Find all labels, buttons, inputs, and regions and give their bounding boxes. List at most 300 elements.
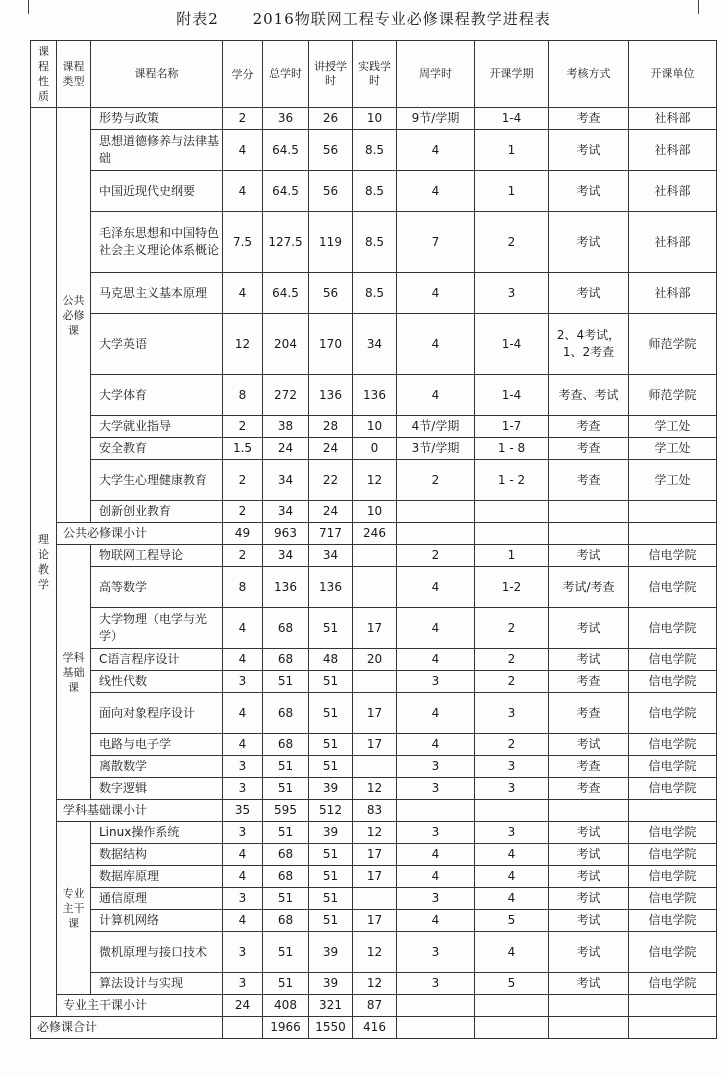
course-exam-cell bbox=[549, 501, 629, 523]
course-semester-cell: 1 - 8 bbox=[475, 438, 549, 460]
course-semester-cell: 3 bbox=[475, 822, 549, 844]
crop-mark-left bbox=[28, 0, 29, 14]
course-lecture-cell: 24 bbox=[309, 438, 353, 460]
course-lecture-cell: 39 bbox=[309, 822, 353, 844]
course-exam-cell: 考试 bbox=[549, 608, 629, 649]
course-total-cell: 68 bbox=[263, 649, 309, 671]
table-body bbox=[31, 108, 717, 1039]
course-total-cell: 64.5 bbox=[263, 171, 309, 212]
course-weekly-cell: 4节/学期 bbox=[397, 416, 475, 438]
course-lecture-cell: 51 bbox=[309, 888, 353, 910]
course-semester-cell: 1-4 bbox=[475, 314, 549, 375]
course-exam-cell: 考试 bbox=[549, 866, 629, 888]
course-practice-cell bbox=[353, 545, 397, 567]
course-name-cell: 马克思主义基本原理 bbox=[91, 273, 223, 314]
course-practice-cell: 8.5 bbox=[353, 130, 397, 171]
course-type-cell: 公共必修课 bbox=[57, 108, 91, 523]
course-name-cell: 数字逻辑 bbox=[91, 778, 223, 800]
course-table bbox=[30, 40, 717, 1039]
course-weekly-cell: 2 bbox=[397, 545, 475, 567]
course-weekly-cell: 4 bbox=[397, 273, 475, 314]
course-name-cell: 思想道德修养与法律基础 bbox=[91, 130, 223, 171]
course-dept-cell: 学工处 bbox=[629, 438, 717, 460]
course-lecture-cell: 51 bbox=[309, 844, 353, 866]
course-exam-cell: 考查 bbox=[549, 756, 629, 778]
course-semester-cell: 1-7 bbox=[475, 416, 549, 438]
course-exam-cell: 考试 bbox=[549, 649, 629, 671]
course-lecture-cell: 51 bbox=[309, 910, 353, 932]
course-name-cell: 创新创业教育 bbox=[91, 501, 223, 523]
course-lecture-cell: 51 bbox=[309, 671, 353, 693]
header-nature: 课程性质 bbox=[31, 41, 57, 108]
course-semester-cell: 1 bbox=[475, 130, 549, 171]
course-credit-cell: 4 bbox=[223, 866, 263, 888]
subtotal-credit-cell: 35 bbox=[223, 800, 263, 822]
course-lecture-cell: 119 bbox=[309, 212, 353, 273]
course-lecture-cell: 48 bbox=[309, 649, 353, 671]
course-semester-cell: 1-4 bbox=[475, 375, 549, 416]
course-name-cell: 微机原理与接口技术 bbox=[91, 932, 223, 973]
course-lecture-cell: 34 bbox=[309, 545, 353, 567]
course-dept-cell: 信电学院 bbox=[629, 567, 717, 608]
table-row bbox=[31, 460, 717, 501]
course-weekly-cell: 4 bbox=[397, 171, 475, 212]
course-practice-cell: 8.5 bbox=[353, 212, 397, 273]
table-row bbox=[31, 212, 717, 273]
course-semester-cell: 1 bbox=[475, 545, 549, 567]
course-schedule-sheet bbox=[30, 40, 716, 1039]
course-credit-cell: 8 bbox=[223, 567, 263, 608]
course-total-cell: 64.5 bbox=[263, 130, 309, 171]
course-name-cell: 离散数学 bbox=[91, 756, 223, 778]
course-exam-cell: 考查 bbox=[549, 778, 629, 800]
course-dept-cell: 信电学院 bbox=[629, 671, 717, 693]
course-practice-cell: 17 bbox=[353, 910, 397, 932]
course-lecture-cell: 39 bbox=[309, 973, 353, 995]
course-semester-cell: 1-4 bbox=[475, 108, 549, 130]
course-exam-cell: 考查 bbox=[549, 693, 629, 734]
course-total-cell: 68 bbox=[263, 693, 309, 734]
course-lecture-cell: 26 bbox=[309, 108, 353, 130]
course-total-cell: 51 bbox=[263, 973, 309, 995]
course-semester-cell: 2 bbox=[475, 608, 549, 649]
course-semester-cell: 5 bbox=[475, 973, 549, 995]
course-semester-cell: 5 bbox=[475, 910, 549, 932]
course-dept-cell: 信电学院 bbox=[629, 693, 717, 734]
course-practice-cell: 10 bbox=[353, 108, 397, 130]
grand-total-row bbox=[31, 1017, 717, 1039]
empty-cell bbox=[397, 800, 475, 822]
course-credit-cell: 4 bbox=[223, 273, 263, 314]
course-lecture-cell: 56 bbox=[309, 130, 353, 171]
grand-total-credit-cell bbox=[223, 1017, 263, 1039]
table-row bbox=[31, 693, 717, 734]
table-row bbox=[31, 866, 717, 888]
course-lecture-cell: 51 bbox=[309, 734, 353, 756]
course-exam-cell: 考查 bbox=[549, 416, 629, 438]
subtotal-label: 专业主干课小计 bbox=[57, 995, 223, 1017]
subtotal-row bbox=[31, 800, 717, 822]
course-practice-cell: 17 bbox=[353, 693, 397, 734]
course-practice-cell: 12 bbox=[353, 778, 397, 800]
course-exam-cell: 考试 bbox=[549, 910, 629, 932]
course-exam-cell: 考试 bbox=[549, 734, 629, 756]
empty-cell bbox=[397, 1017, 475, 1039]
course-semester-cell: 3 bbox=[475, 273, 549, 314]
course-weekly-cell: 7 bbox=[397, 212, 475, 273]
course-dept-cell: 信电学院 bbox=[629, 756, 717, 778]
course-credit-cell: 4 bbox=[223, 130, 263, 171]
course-semester-cell: 3 bbox=[475, 778, 549, 800]
course-name-cell: 形势与政策 bbox=[91, 108, 223, 130]
course-practice-cell: 34 bbox=[353, 314, 397, 375]
course-name-cell: 线性代数 bbox=[91, 671, 223, 693]
course-credit-cell: 2 bbox=[223, 416, 263, 438]
course-exam-cell: 考试 bbox=[549, 212, 629, 273]
course-dept-cell: 信电学院 bbox=[629, 608, 717, 649]
course-total-cell: 272 bbox=[263, 375, 309, 416]
course-name-cell: 通信原理 bbox=[91, 888, 223, 910]
course-dept-cell: 信电学院 bbox=[629, 888, 717, 910]
header-type: 课程类型 bbox=[57, 41, 91, 108]
course-dept-cell: 信电学院 bbox=[629, 778, 717, 800]
course-dept-cell: 学工处 bbox=[629, 460, 717, 501]
course-practice-cell: 17 bbox=[353, 608, 397, 649]
course-credit-cell: 2 bbox=[223, 108, 263, 130]
course-semester-cell: 2 bbox=[475, 212, 549, 273]
course-semester-cell: 4 bbox=[475, 844, 549, 866]
course-lecture-cell: 51 bbox=[309, 608, 353, 649]
course-practice-cell: 0 bbox=[353, 438, 397, 460]
course-total-cell: 68 bbox=[263, 844, 309, 866]
course-lecture-cell: 39 bbox=[309, 932, 353, 973]
course-weekly-cell: 3 bbox=[397, 778, 475, 800]
course-weekly-cell: 3节/学期 bbox=[397, 438, 475, 460]
course-semester-cell: 2 bbox=[475, 649, 549, 671]
empty-cell bbox=[475, 995, 549, 1017]
course-name-cell: 大学生心理健康教育 bbox=[91, 460, 223, 501]
course-weekly-cell bbox=[397, 501, 475, 523]
course-practice-cell: 136 bbox=[353, 375, 397, 416]
course-credit-cell: 1.5 bbox=[223, 438, 263, 460]
course-exam-cell: 考试 bbox=[549, 888, 629, 910]
course-dept-cell: 信电学院 bbox=[629, 910, 717, 932]
course-total-cell: 68 bbox=[263, 608, 309, 649]
course-name-cell: 中国近现代史纲要 bbox=[91, 171, 223, 212]
empty-cell bbox=[475, 800, 549, 822]
table-row bbox=[31, 130, 717, 171]
header-dept: 开课单位 bbox=[629, 41, 717, 108]
course-name-cell: 数据库原理 bbox=[91, 866, 223, 888]
course-exam-cell: 2、4考试，1、2考查 bbox=[549, 314, 629, 375]
subtotal-practice-cell: 246 bbox=[353, 523, 397, 545]
course-weekly-cell: 4 bbox=[397, 734, 475, 756]
empty-cell bbox=[549, 800, 629, 822]
subtotal-practice-cell: 83 bbox=[353, 800, 397, 822]
course-credit-cell: 8 bbox=[223, 375, 263, 416]
subtotal-credit-cell: 49 bbox=[223, 523, 263, 545]
course-semester-cell: 1 - 2 bbox=[475, 460, 549, 501]
course-semester-cell: 4 bbox=[475, 888, 549, 910]
table-row bbox=[31, 608, 717, 649]
empty-cell bbox=[629, 995, 717, 1017]
course-dept-cell: 学工处 bbox=[629, 416, 717, 438]
course-weekly-cell: 3 bbox=[397, 756, 475, 778]
course-total-cell: 51 bbox=[263, 822, 309, 844]
subtotal-lecture-cell: 512 bbox=[309, 800, 353, 822]
table-row bbox=[31, 910, 717, 932]
empty-cell bbox=[475, 1017, 549, 1039]
course-dept-cell: 信电学院 bbox=[629, 866, 717, 888]
subtotal-lecture-cell: 321 bbox=[309, 995, 353, 1017]
header-row bbox=[31, 41, 717, 108]
course-total-cell: 34 bbox=[263, 460, 309, 501]
table-row bbox=[31, 844, 717, 866]
course-lecture-cell: 56 bbox=[309, 273, 353, 314]
course-dept-cell: 信电学院 bbox=[629, 649, 717, 671]
course-dept-cell: 信电学院 bbox=[629, 545, 717, 567]
grand-total-label: 必修课合计 bbox=[31, 1017, 223, 1039]
table-row bbox=[31, 501, 717, 523]
course-weekly-cell: 3 bbox=[397, 932, 475, 973]
course-dept-cell: 师范学院 bbox=[629, 314, 717, 375]
course-exam-cell: 考试 bbox=[549, 171, 629, 212]
course-practice-cell: 17 bbox=[353, 844, 397, 866]
course-practice-cell bbox=[353, 671, 397, 693]
course-weekly-cell: 3 bbox=[397, 671, 475, 693]
course-credit-cell: 3 bbox=[223, 932, 263, 973]
empty-cell bbox=[397, 523, 475, 545]
course-name-cell: 大学体育 bbox=[91, 375, 223, 416]
subtotal-practice-cell: 87 bbox=[353, 995, 397, 1017]
course-practice-cell: 12 bbox=[353, 973, 397, 995]
header-practice: 实践学时 bbox=[353, 41, 397, 108]
course-semester-cell: 4 bbox=[475, 932, 549, 973]
course-total-cell: 68 bbox=[263, 734, 309, 756]
table-row bbox=[31, 932, 717, 973]
header-lecture: 讲授学时 bbox=[309, 41, 353, 108]
course-name-cell: 大学物理（电学与光学） bbox=[91, 608, 223, 649]
course-lecture-cell: 51 bbox=[309, 866, 353, 888]
course-lecture-cell: 39 bbox=[309, 778, 353, 800]
course-semester-cell bbox=[475, 501, 549, 523]
course-practice-cell: 17 bbox=[353, 734, 397, 756]
grand-total-lecture-cell: 1550 bbox=[309, 1017, 353, 1039]
grand-total-practice-cell: 416 bbox=[353, 1017, 397, 1039]
course-lecture-cell: 51 bbox=[309, 693, 353, 734]
empty-cell bbox=[549, 523, 629, 545]
table-row bbox=[31, 273, 717, 314]
course-credit-cell: 4 bbox=[223, 171, 263, 212]
course-credit-cell: 2 bbox=[223, 460, 263, 501]
course-credit-cell: 3 bbox=[223, 888, 263, 910]
course-practice-cell: 12 bbox=[353, 822, 397, 844]
course-dept-cell: 信电学院 bbox=[629, 932, 717, 973]
course-practice-cell bbox=[353, 756, 397, 778]
course-practice-cell: 10 bbox=[353, 416, 397, 438]
course-semester-cell: 4 bbox=[475, 866, 549, 888]
course-weekly-cell: 4 bbox=[397, 866, 475, 888]
course-exam-cell: 考试 bbox=[549, 973, 629, 995]
course-name-cell: 安全教育 bbox=[91, 438, 223, 460]
course-weekly-cell: 4 bbox=[397, 567, 475, 608]
course-weekly-cell: 2 bbox=[397, 460, 475, 501]
course-practice-cell: 10 bbox=[353, 501, 397, 523]
course-credit-cell: 4 bbox=[223, 844, 263, 866]
course-type-cell: 学科基础课 bbox=[57, 545, 91, 800]
course-name-cell: 大学就业指导 bbox=[91, 416, 223, 438]
table-row bbox=[31, 416, 717, 438]
course-dept-cell: 社科部 bbox=[629, 273, 717, 314]
course-weekly-cell: 3 bbox=[397, 973, 475, 995]
course-total-cell: 38 bbox=[263, 416, 309, 438]
course-lecture-cell: 136 bbox=[309, 567, 353, 608]
course-name-cell: 大学英语 bbox=[91, 314, 223, 375]
course-exam-cell: 考试 bbox=[549, 273, 629, 314]
course-exam-cell: 考试 bbox=[549, 822, 629, 844]
course-practice-cell bbox=[353, 567, 397, 608]
course-total-cell: 51 bbox=[263, 932, 309, 973]
table-row bbox=[31, 734, 717, 756]
empty-cell bbox=[629, 1017, 717, 1039]
course-credit-cell: 4 bbox=[223, 649, 263, 671]
course-type-cell: 专业主干课 bbox=[57, 822, 91, 995]
course-dept-cell: 信电学院 bbox=[629, 822, 717, 844]
course-practice-cell: 12 bbox=[353, 460, 397, 501]
course-credit-cell: 4 bbox=[223, 693, 263, 734]
table-row bbox=[31, 375, 717, 416]
table-row bbox=[31, 888, 717, 910]
course-practice-cell: 20 bbox=[353, 649, 397, 671]
title-prefix: 附表2 bbox=[176, 10, 219, 28]
empty-cell bbox=[549, 1017, 629, 1039]
empty-cell bbox=[629, 800, 717, 822]
course-total-cell: 51 bbox=[263, 756, 309, 778]
course-total-cell: 34 bbox=[263, 501, 309, 523]
empty-cell bbox=[397, 995, 475, 1017]
course-weekly-cell: 4 bbox=[397, 375, 475, 416]
course-weekly-cell: 4 bbox=[397, 910, 475, 932]
header-weekly: 周学时 bbox=[397, 41, 475, 108]
header-total: 总学时 bbox=[263, 41, 309, 108]
course-credit-cell: 3 bbox=[223, 822, 263, 844]
course-exam-cell: 考查、考试 bbox=[549, 375, 629, 416]
course-weekly-cell: 4 bbox=[397, 314, 475, 375]
course-credit-cell: 4 bbox=[223, 608, 263, 649]
course-lecture-cell: 170 bbox=[309, 314, 353, 375]
table-row bbox=[31, 567, 717, 608]
course-credit-cell: 4 bbox=[223, 734, 263, 756]
header-semester: 开课学期 bbox=[475, 41, 549, 108]
course-semester-cell: 2 bbox=[475, 734, 549, 756]
course-exam-cell: 考试 bbox=[549, 844, 629, 866]
subtotal-label: 学科基础课小计 bbox=[57, 800, 223, 822]
empty-cell bbox=[629, 523, 717, 545]
course-practice-cell: 8.5 bbox=[353, 171, 397, 212]
course-dept-cell bbox=[629, 501, 717, 523]
course-name-cell: 计算机网络 bbox=[91, 910, 223, 932]
grand-total-total-cell: 1966 bbox=[263, 1017, 309, 1039]
course-dept-cell: 社科部 bbox=[629, 212, 717, 273]
course-exam-cell: 考查 bbox=[549, 460, 629, 501]
course-lecture-cell: 28 bbox=[309, 416, 353, 438]
course-dept-cell: 师范学院 bbox=[629, 375, 717, 416]
course-credit-cell: 3 bbox=[223, 671, 263, 693]
table-row bbox=[31, 545, 717, 567]
course-semester-cell: 1-2 bbox=[475, 567, 549, 608]
course-weekly-cell: 4 bbox=[397, 608, 475, 649]
empty-cell bbox=[549, 995, 629, 1017]
course-lecture-cell: 24 bbox=[309, 501, 353, 523]
subtotal-lecture-cell: 717 bbox=[309, 523, 353, 545]
course-exam-cell: 考查 bbox=[549, 671, 629, 693]
course-practice-cell: 17 bbox=[353, 866, 397, 888]
course-credit-cell: 3 bbox=[223, 778, 263, 800]
subtotal-row bbox=[31, 995, 717, 1017]
table-row bbox=[31, 438, 717, 460]
course-weekly-cell: 9节/学期 bbox=[397, 108, 475, 130]
course-total-cell: 64.5 bbox=[263, 273, 309, 314]
course-weekly-cell: 4 bbox=[397, 130, 475, 171]
course-lecture-cell: 56 bbox=[309, 171, 353, 212]
course-credit-cell: 7.5 bbox=[223, 212, 263, 273]
course-weekly-cell: 4 bbox=[397, 844, 475, 866]
course-weekly-cell: 4 bbox=[397, 693, 475, 734]
course-exam-cell: 考查 bbox=[549, 108, 629, 130]
course-semester-cell: 1 bbox=[475, 171, 549, 212]
table-row bbox=[31, 756, 717, 778]
course-name-cell: 算法设计与实现 bbox=[91, 973, 223, 995]
course-name-cell: 物联网工程导论 bbox=[91, 545, 223, 567]
subtotal-label: 公共必修课小计 bbox=[57, 523, 223, 545]
header-name: 课程名称 bbox=[91, 41, 223, 108]
course-total-cell: 36 bbox=[263, 108, 309, 130]
course-total-cell: 127.5 bbox=[263, 212, 309, 273]
header-exam: 考核方式 bbox=[549, 41, 629, 108]
course-credit-cell: 3 bbox=[223, 973, 263, 995]
course-dept-cell: 社科部 bbox=[629, 108, 717, 130]
table-row bbox=[31, 108, 717, 130]
course-credit-cell: 4 bbox=[223, 910, 263, 932]
course-nature-cell: 理论教学 bbox=[31, 108, 57, 1017]
table-row bbox=[31, 822, 717, 844]
course-credit-cell: 2 bbox=[223, 545, 263, 567]
course-total-cell: 34 bbox=[263, 545, 309, 567]
course-exam-cell: 考试 bbox=[549, 130, 629, 171]
course-credit-cell: 3 bbox=[223, 756, 263, 778]
course-semester-cell: 3 bbox=[475, 693, 549, 734]
table-row bbox=[31, 314, 717, 375]
course-exam-cell: 考试 bbox=[549, 545, 629, 567]
subtotal-total-cell: 595 bbox=[263, 800, 309, 822]
course-total-cell: 51 bbox=[263, 778, 309, 800]
course-name-cell: 面向对象程序设计 bbox=[91, 693, 223, 734]
course-exam-cell: 考查 bbox=[549, 438, 629, 460]
course-name-cell: 毛泽东思想和中国特色社会主义理论体系概论 bbox=[91, 212, 223, 273]
course-dept-cell: 信电学院 bbox=[629, 973, 717, 995]
empty-cell bbox=[475, 523, 549, 545]
table-row bbox=[31, 671, 717, 693]
title-main: 2016物联网工程专业必修课程教学进程表 bbox=[252, 10, 551, 28]
course-lecture-cell: 51 bbox=[309, 756, 353, 778]
course-semester-cell: 2 bbox=[475, 671, 549, 693]
crop-mark-right bbox=[698, 0, 699, 14]
course-total-cell: 24 bbox=[263, 438, 309, 460]
course-total-cell: 51 bbox=[263, 888, 309, 910]
course-lecture-cell: 136 bbox=[309, 375, 353, 416]
course-practice-cell: 8.5 bbox=[353, 273, 397, 314]
course-total-cell: 68 bbox=[263, 866, 309, 888]
